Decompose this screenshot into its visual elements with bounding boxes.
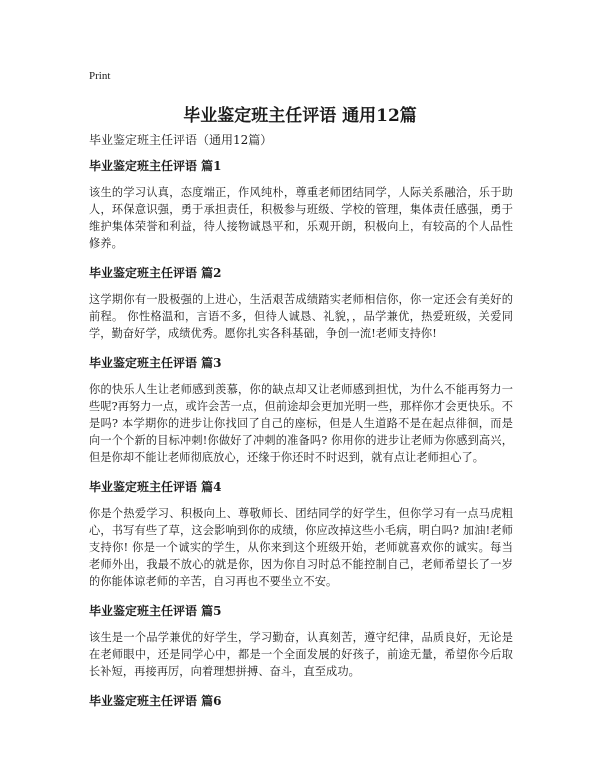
print-link[interactable]: Print: [89, 70, 111, 82]
section-heading: 毕业鉴定班主任评语 篇5: [89, 604, 222, 618]
section-6: [89, 693, 513, 709]
section-1: [89, 158, 513, 252]
section-body: 你是个热爱学习、积极向上、尊敬师长、团结同学的好学生，但你学习有一点马虎粗心，书写有些了草，这会影响到你的成绩，你应改掉这些小毛病，明白吗? 加油!老师支持你! 你是一个诚实的学生，从你来到这个班级开始，老师就喜欢你的诚实。每当老师外出，我最不放心的就是你，因为你自习时总不能控制自己，老师希望长了一岁的你能体谅老师的辛苦，自习再也不要坐立不安。: [89, 507, 513, 588]
section-heading: 毕业鉴定班主任评语 篇3: [89, 356, 222, 370]
section-heading: 毕业鉴定班主任评语 篇4: [89, 480, 222, 494]
document-content: [89, 132, 513, 719]
section-2: [89, 265, 513, 342]
section-body: 你的快乐人生让老师感到羡慕，你的缺点却又让老师感到担忧，为什么不能再努力一些呢?再努力一点，或许会苦一点，但前途却会更加光明一些，那样你才会更快乐。不是吗? 本学期你的进步让你找回了自己的座标，但是人生道路不是在起点徘徊，而是向一个个新的目标冲刺!你做好了冲刺的准备吗? 你用你的进步让老师为你感到高兴，但是你却不能让老师彻底放心，还缘于你还时不时迟到，就有点让老师担心了。: [89, 383, 513, 464]
section-body: 这学期你有一股极强的上进心，生活艰苦成绩踏实老师相信你，你一定还会有美好的前程。 你性格温和，言语不多，但待人诚恳、礼貌，，品学兼优，热爱班级，关爱同学，勤奋好学，成绩优秀。愿你扎实各科基础，争创一流!老师支持你!: [89, 293, 513, 340]
document-subtitle: 毕业鉴定班主任评语（通用12篇）: [89, 133, 273, 147]
section-body: 该生的学习认真，态度端正，作风纯朴，尊重老师团结同学，人际关系融洽，乐于助人，环保意识强，勇于承担责任，积极参与班级、学校的管理，集体责任感强，勇于维护集体荣誉和利益，待人接物诚恳平和，乐观开朗，积极向上，有较高的个人品性修养。: [89, 186, 513, 250]
section-3: [89, 355, 513, 466]
section-heading: 毕业鉴定班主任评语 篇1: [89, 159, 222, 173]
section-5: [89, 603, 513, 680]
document-title: 毕业鉴定班主任评语 通用12篇: [183, 106, 417, 126]
section-heading: 毕业鉴定班主任评语 篇6: [89, 694, 222, 708]
section-body: 该生是一个品学兼优的好学生，学习勤奋，认真刻苦，遵守纪律，品质良好，无论是在老师眼中，还是同学心中，都是一个全面发展的好孩子，前途无量，希望你今后取长补短，再接再厉，向着理想拼搏、奋斗，直至成功。: [89, 631, 513, 678]
section-4: [89, 479, 513, 590]
section-heading: 毕业鉴定班主任评语 篇2: [89, 266, 222, 280]
